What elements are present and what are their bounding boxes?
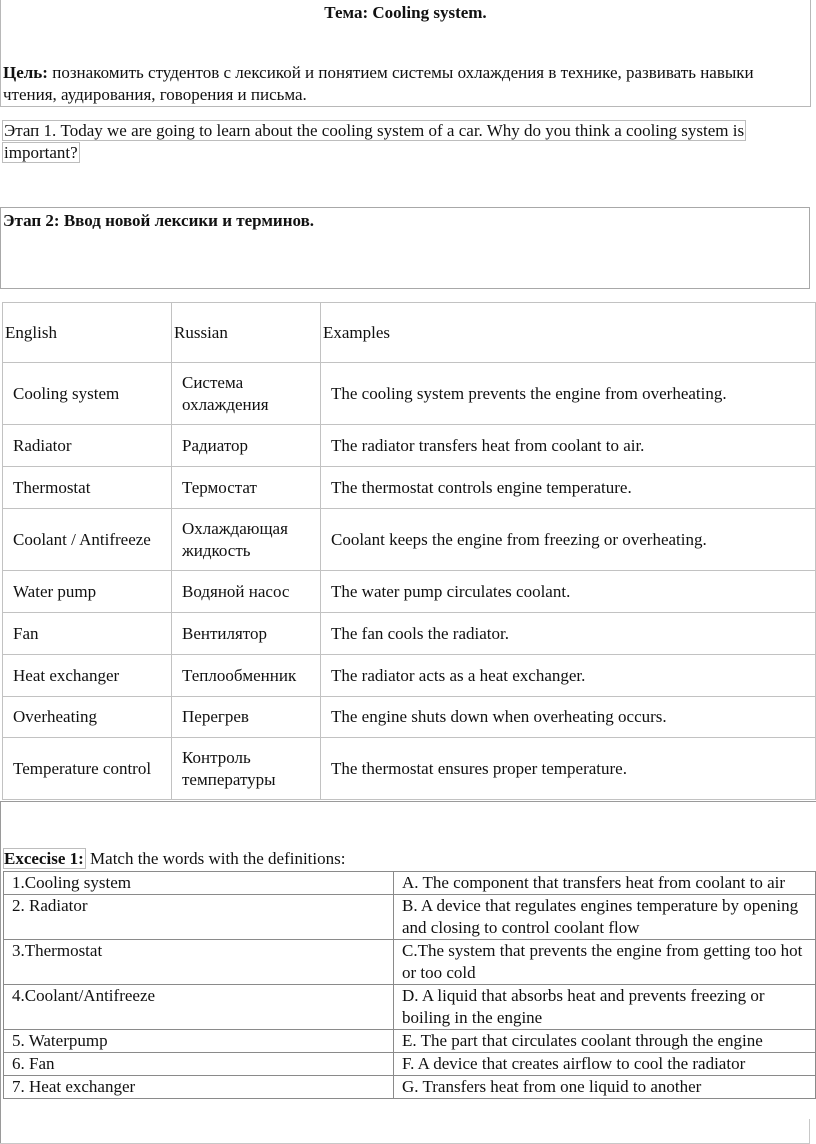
header-english: English	[3, 303, 172, 363]
russian-term: Вентилятор	[172, 613, 321, 655]
stage1-text: Этап 1. Today we are going to learn about the cooling system of a car. Why do you think a cooling system is important?	[4, 121, 745, 162]
exercise1-label: Excecise 1:	[4, 849, 84, 868]
match-definition: G. Transfers heat from one liquid to another	[394, 1076, 816, 1099]
table-row	[3, 697, 816, 738]
header-russian: Russian	[172, 303, 321, 363]
header-examples: Examples	[321, 303, 816, 363]
table-row	[3, 571, 816, 613]
russian-term: Теплообменник	[172, 655, 321, 697]
goal-text: познакомить студентов с лексикой и понятием системы охлаждения в технике, развивать навыки чтения, аудирования, говорения и письма.	[3, 63, 754, 104]
table-row	[4, 872, 816, 895]
exercise1-heading	[3, 848, 345, 870]
match-definition: C.The system that prevents the engine from getting too hot or too cold	[394, 940, 816, 985]
match-term: 7. Heat exchanger	[4, 1076, 394, 1099]
match-definition: D. A liquid that absorbs heat and prevents freezing or boiling in the engine	[394, 985, 816, 1030]
match-definition: E. The part that circulates coolant through the engine	[394, 1030, 816, 1053]
table-row	[4, 1053, 816, 1076]
table-row	[4, 1030, 816, 1053]
example-sentence: The cooling system prevents the engine from overheating.	[321, 363, 816, 425]
russian-term: Система охлаждения	[172, 363, 321, 425]
russian-term: Контроль температуры	[172, 738, 321, 800]
english-term: Overheating	[3, 697, 172, 738]
english-term: Coolant / Antifreeze	[3, 509, 172, 571]
vocabulary-header-row	[3, 303, 816, 363]
match-definition: A. The component that transfers heat from coolant to air	[394, 872, 816, 895]
example-sentence: Coolant keeps the engine from freezing or overheating.	[321, 509, 816, 571]
topic-title: Тема: Cooling system.	[324, 3, 487, 22]
english-term: Radiator	[3, 425, 172, 467]
table-row	[3, 613, 816, 655]
table-row	[4, 985, 816, 1030]
table-row	[3, 467, 816, 509]
english-term: Temperature control	[3, 738, 172, 800]
stage2-title: Этап 2: Ввод новой лексики и терминов.	[3, 211, 315, 230]
russian-term: Перегрев	[172, 697, 321, 738]
match-definition: F. A device that creates airflow to cool the radiator	[394, 1053, 816, 1076]
table-row	[4, 895, 816, 940]
russian-term: Охлаждающая жидкость	[172, 509, 321, 571]
table-row	[3, 363, 816, 425]
stage1-paragraph	[2, 120, 767, 164]
example-sentence: The thermostat controls engine temperature.	[321, 467, 816, 509]
example-sentence: The fan cools the radiator.	[321, 613, 816, 655]
match-term: 3.Thermostat	[4, 940, 394, 985]
goal-label: Цель:	[3, 63, 48, 82]
match-definition: B. A device that regulates engines temperature by opening and closing to control coolant flow	[394, 895, 816, 940]
match-term: 2. Radiator	[4, 895, 394, 940]
russian-term: Радиатор	[172, 425, 321, 467]
russian-term: Водяной насос	[172, 571, 321, 613]
example-sentence: The radiator transfers heat from coolant to air.	[321, 425, 816, 467]
stage2-box	[0, 207, 810, 289]
example-sentence: The radiator acts as a heat exchanger.	[321, 655, 816, 697]
goal-paragraph	[3, 62, 803, 106]
match-term: 4.Coolant/Antifreeze	[4, 985, 394, 1030]
table-row	[3, 509, 816, 571]
vocabulary-table	[2, 302, 816, 800]
exercise1-instruction: Match the words with the definitions:	[85, 849, 346, 868]
english-term: Fan	[3, 613, 172, 655]
example-sentence: The water pump circulates coolant.	[321, 571, 816, 613]
english-term: Thermostat	[3, 467, 172, 509]
match-term: 6. Fan	[4, 1053, 394, 1076]
english-term: Water pump	[3, 571, 172, 613]
page-bottom-border	[0, 1119, 810, 1144]
table-row	[4, 1076, 816, 1099]
matching-table	[3, 871, 816, 1099]
example-sentence: The thermostat ensures proper temperature.	[321, 738, 816, 800]
table-row	[3, 655, 816, 697]
table-row	[3, 738, 816, 800]
russian-term: Термостат	[172, 467, 321, 509]
table-row	[3, 425, 816, 467]
match-term: 1.Cooling system	[4, 872, 394, 895]
english-term: Cooling system	[3, 363, 172, 425]
match-term: 5. Waterpump	[4, 1030, 394, 1053]
example-sentence: The engine shuts down when overheating occurs.	[321, 697, 816, 738]
topic-box	[0, 0, 811, 107]
table-row	[4, 940, 816, 985]
english-term: Heat exchanger	[3, 655, 172, 697]
